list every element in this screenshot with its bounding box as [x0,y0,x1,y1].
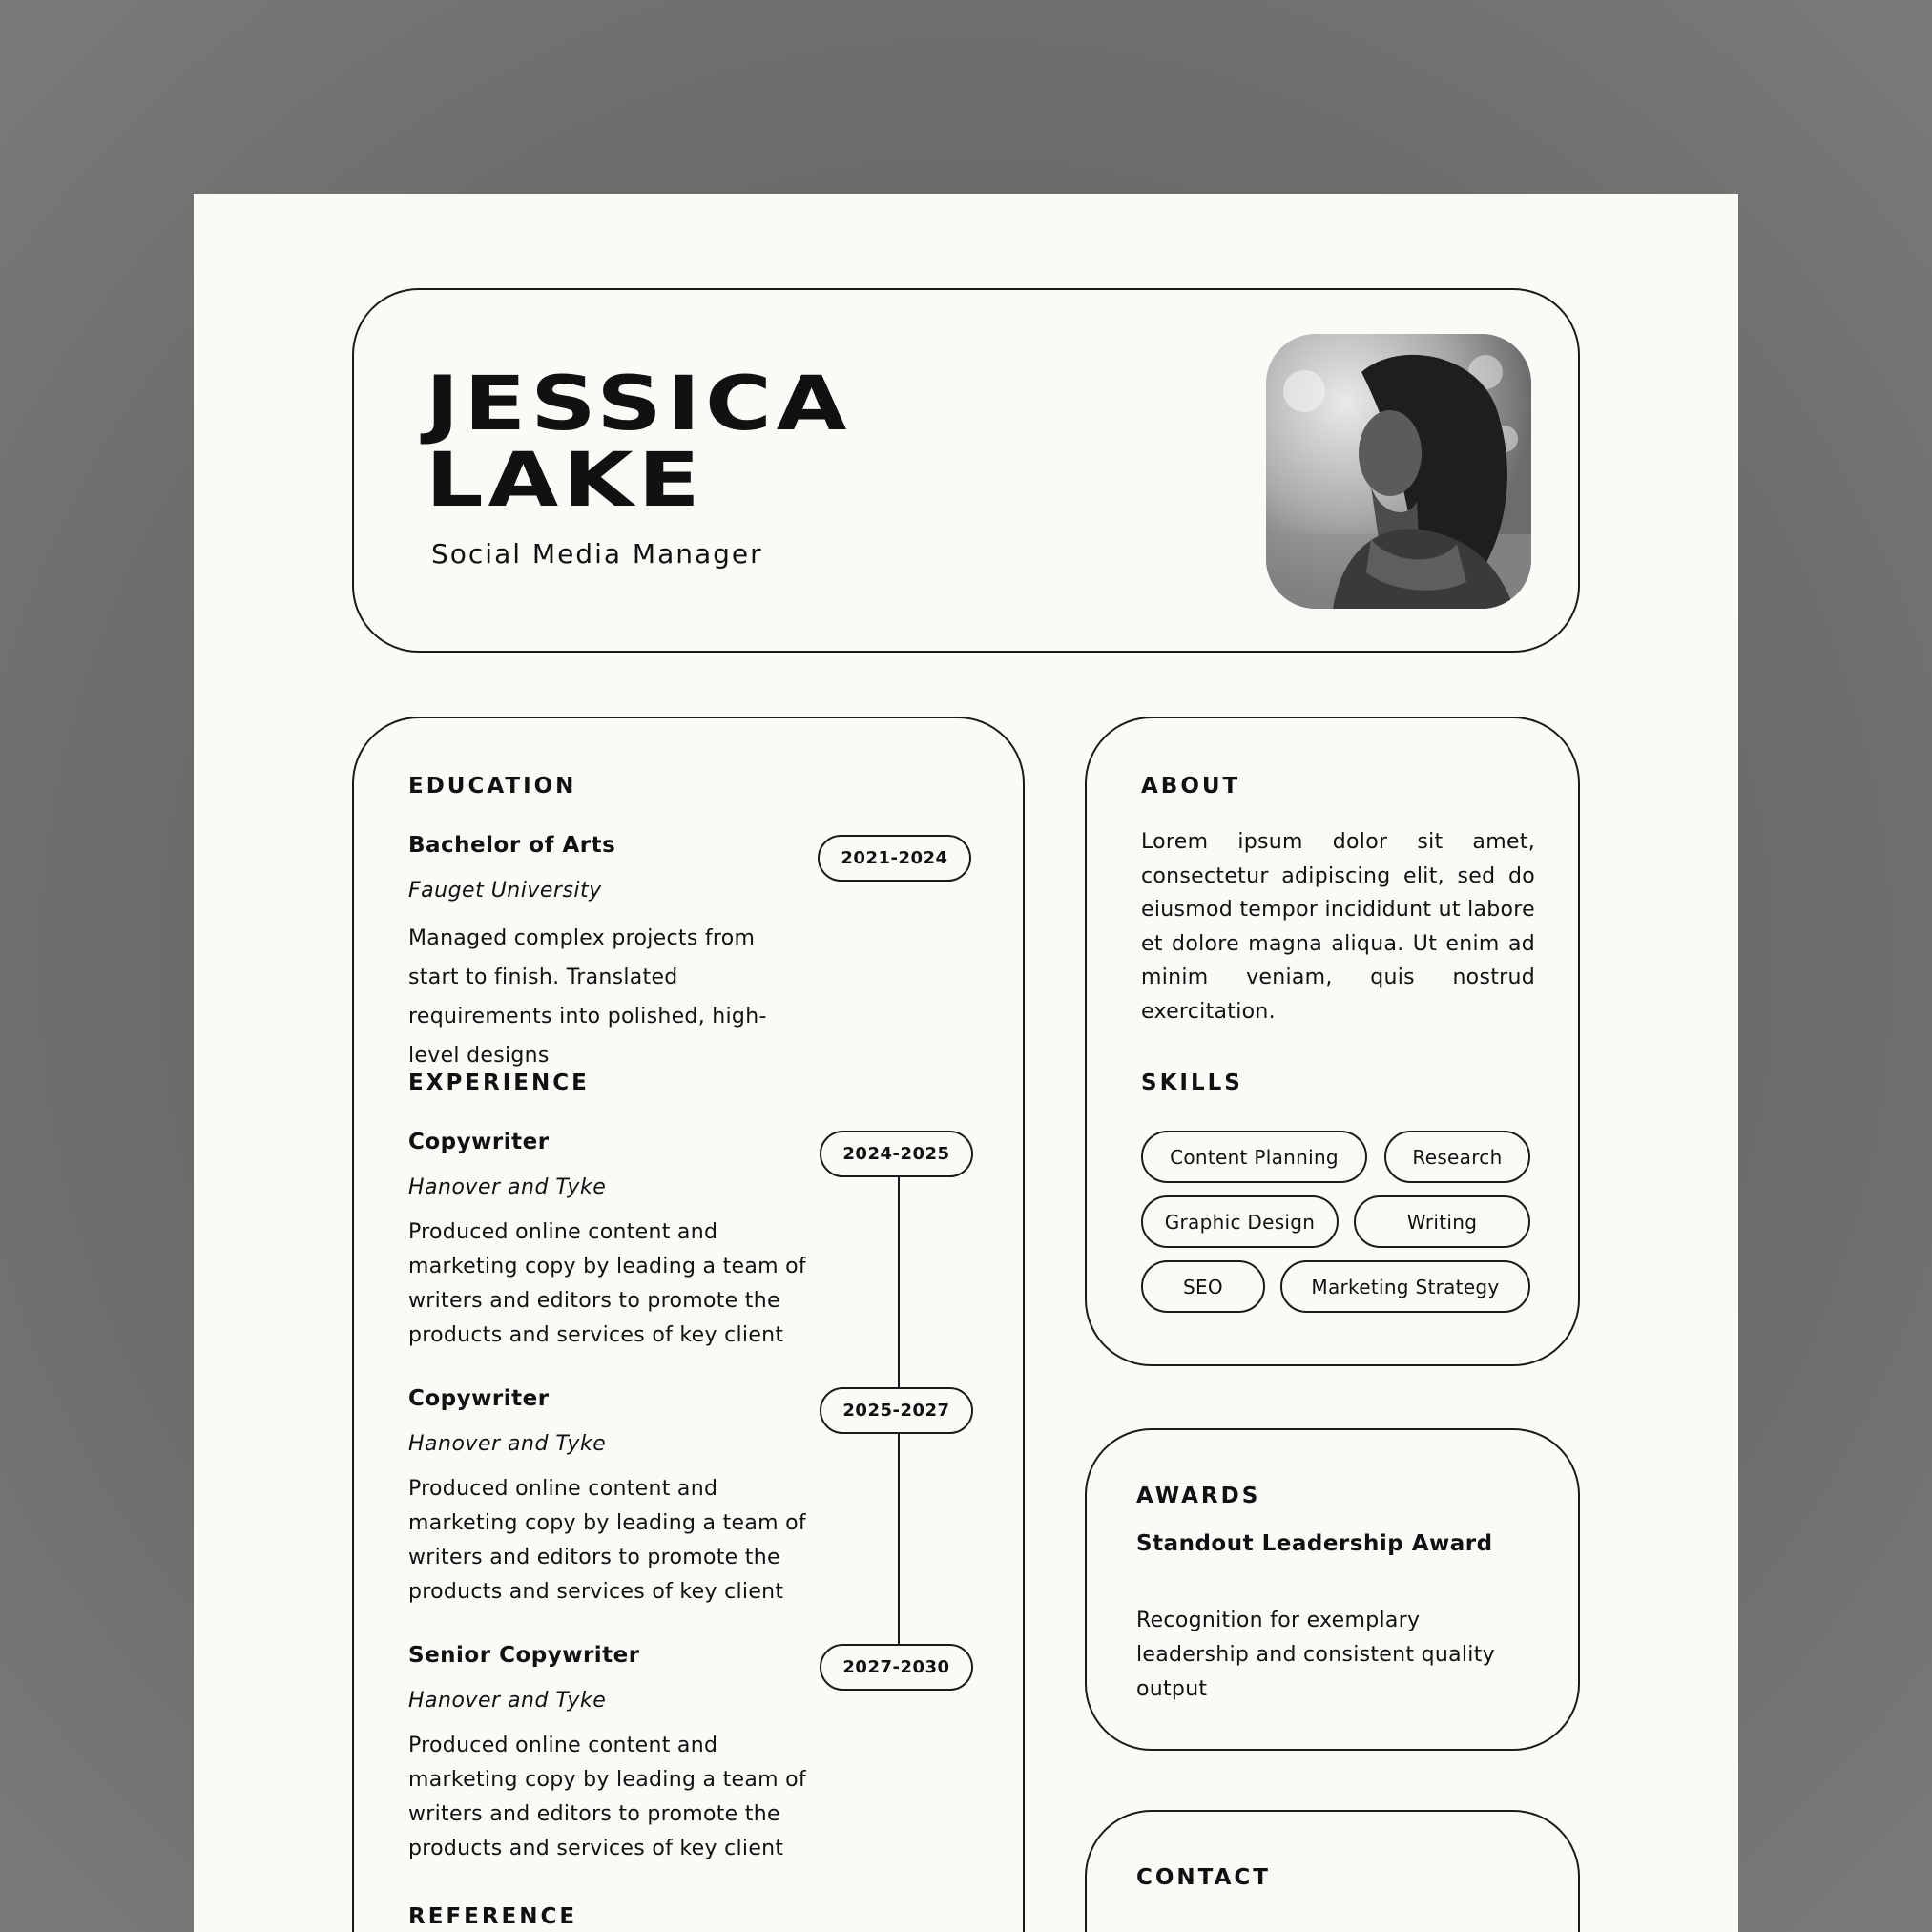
experience-3-description: Produced online content and marketing copy by leading a team of writers and editors to promote the products and services of key client [408,1734,806,1860]
resume-page [194,194,1738,1932]
timeline-line [898,1174,900,1388]
header-card [352,288,1580,653]
full-name [426,362,852,524]
award-name: Standout Leadership Award [1136,1531,1493,1556]
experience-3-date-pill: 2027-2030 [820,1644,973,1691]
award-description: Recognition for exemplary leadership and consistent quality output [1136,1609,1495,1701]
experience-3-role: Senior Copywriter [408,1643,640,1668]
job-title: Social Media Manager [431,538,763,570]
awards-heading: AWARDS [1136,1484,1261,1508]
experience-2-company: Hanover and Tyke [408,1432,607,1456]
experience-3-company: Hanover and Tyke [408,1689,607,1713]
skill-tag: SEO [1141,1260,1265,1313]
about-skills-card [1085,717,1580,1366]
skills-heading: SKILLS [1141,1070,1243,1095]
experience-heading: EXPERIENCE [408,1070,590,1095]
experience-1-role: Copywriter [408,1130,550,1154]
awards-card [1085,1428,1580,1751]
first-name: JESSICA [426,362,852,447]
education-heading: EDUCATION [408,774,577,799]
skill-tag: Writing [1354,1195,1530,1248]
about-heading: ABOUT [1141,774,1241,799]
reference-heading: REFERENCE [408,1904,578,1929]
experience-2-role: Copywriter [408,1386,550,1411]
about-text: Lorem ipsum dolor sit amet, consectetur adipiscing elit, sed do eiusmod tempor incididunt ut labore et dolore magna aliqua. Ut enim ad minim veniam, quis nostrud exercitation. [1141,830,1535,1024]
timeline-line [898,1432,900,1646]
education-school: Fauget University [408,879,602,903]
experience-1-description: Produced online content and marketing copy by leading a team of writers and editors to promote the products and services of key client [408,1220,806,1347]
experience-1-date-pill: 2024-2025 [820,1131,973,1177]
education-date-pill: 2021-2024 [818,835,971,882]
last-name: LAKE [426,438,705,524]
skill-tag: Graphic Design [1141,1195,1339,1248]
experience-1-company: Hanover and Tyke [408,1175,607,1199]
skill-tag: Marketing Strategy [1280,1260,1530,1313]
experience-2-description: Produced online content and marketing copy by leading a team of writers and editors to promote the products and services of key client [408,1477,806,1604]
contact-card [1085,1810,1580,1932]
skill-tag: Content Planning [1141,1131,1367,1183]
skill-tag: Research [1384,1131,1530,1183]
profile-photo [1266,334,1531,609]
education-experience-card [352,717,1025,1932]
experience-2-date-pill: 2025-2027 [820,1387,973,1434]
profile-photo-illustration [1266,334,1531,609]
education-degree: Bachelor of Arts [408,833,616,858]
education-description: Managed complex projects from start to finish. Translated requirements into polished, high-level designs [408,926,767,1068]
contact-heading: CONTACT [1136,1865,1271,1890]
